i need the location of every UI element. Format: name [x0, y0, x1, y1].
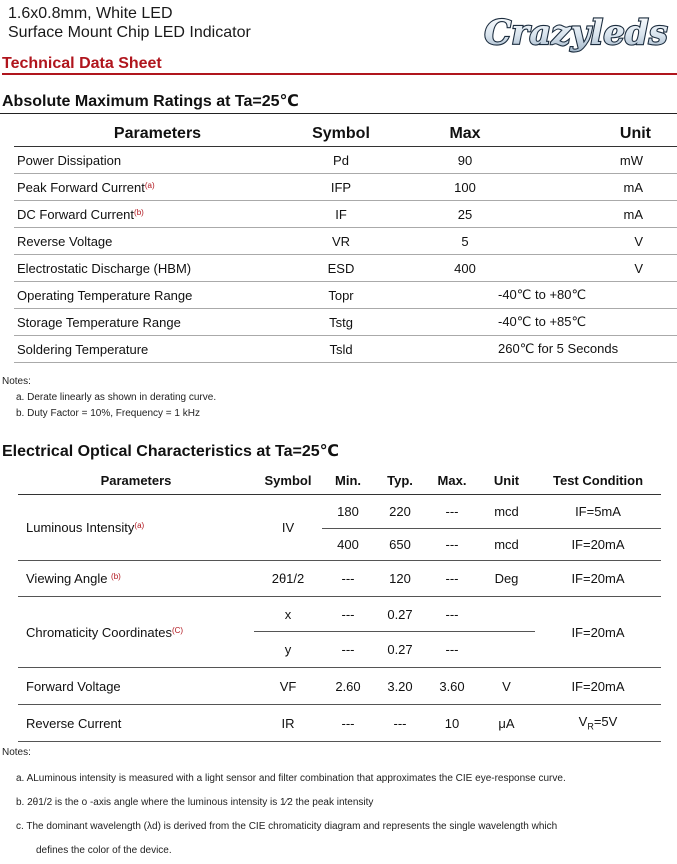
doc-type-heading: Technical Data Sheet	[2, 55, 162, 72]
amr-param: Soldering Temperature	[14, 336, 291, 363]
cell: IF=20mA	[535, 561, 661, 597]
cell: ---	[426, 529, 478, 561]
table-row	[18, 705, 661, 742]
cell: ---	[426, 495, 478, 529]
eoc-col-symbol: Symbol	[254, 466, 322, 495]
cell: ---	[322, 597, 374, 632]
amr-max: -40℃ to +80℃	[391, 282, 677, 309]
amr-symbol: IF	[291, 201, 391, 228]
table-row	[18, 495, 661, 529]
amr-col-unit: Unit	[539, 122, 677, 147]
amr-param: Reverse Voltage	[14, 228, 291, 255]
table-row	[14, 336, 677, 363]
amr-symbol: Tstg	[291, 309, 391, 336]
cell: ---	[374, 705, 426, 742]
cell: IF=20mA	[535, 529, 661, 561]
eoc-title: Electrical Optical Characteristics at Ta=25℃	[2, 443, 340, 460]
cell: 0.27	[374, 597, 426, 632]
cell: IF=5mA	[535, 495, 661, 529]
cell: $V_R=5V$	[535, 705, 661, 742]
cell: 120	[374, 561, 426, 597]
cell: VF	[254, 668, 322, 705]
amr-note-b: b. Duty Factor = 10%, Frequency = 1 kHz	[16, 408, 200, 419]
table-row	[14, 282, 677, 309]
amr-symbol: VR	[291, 228, 391, 255]
chroma-param: Chromaticity Coordinates$^{(C)}$	[18, 597, 254, 668]
amr-title: Absolute Maximum Ratings at Ta=25℃	[2, 93, 299, 110]
amr-col-param: Parameters	[14, 122, 291, 147]
cell: Deg	[478, 561, 535, 597]
cell: IF=20mA	[535, 597, 661, 668]
cell: 10	[426, 705, 478, 742]
cell: 3.60	[426, 668, 478, 705]
cell: ---	[426, 597, 478, 632]
amr-param: Storage Temperature Range	[14, 309, 291, 336]
cell	[478, 632, 535, 668]
amr-unit: V	[539, 228, 677, 255]
cell: IF=20mA	[535, 668, 661, 705]
table-row	[14, 255, 677, 282]
cell: ---	[426, 561, 478, 597]
amr-unit: mA	[539, 174, 677, 201]
eoc-note-b: b. 2θ1/2 is the o -axis angle where the luminous intensity is 1⁄2 the peak intensity	[16, 797, 374, 808]
amr-param: Peak Forward Current$^{(a)}$	[14, 174, 291, 201]
eoc-col-cond: Test Condition	[535, 466, 661, 495]
product-title: 1.6x0.8mm, White LED	[8, 5, 173, 22]
viewing-param: Viewing Angle $^{(b)}$	[18, 561, 254, 597]
amr-max: 25	[391, 201, 539, 228]
table-row	[14, 201, 677, 228]
cell: 650	[374, 529, 426, 561]
eoc-col-typ: Typ.	[374, 466, 426, 495]
eoc-col-min: Min.	[322, 466, 374, 495]
table-row	[18, 597, 661, 632]
amr-max: 5	[391, 228, 539, 255]
cell: ---	[322, 561, 374, 597]
cell: 400	[322, 529, 374, 561]
reverse-param: Reverse Current	[18, 705, 254, 742]
amr-max: -40℃ to +85℃	[391, 309, 677, 336]
logo-text: Crazyleds	[484, 13, 668, 53]
amr-max: 400	[391, 255, 539, 282]
amr-param: Electrostatic Discharge (HBM)	[14, 255, 291, 282]
amr-max: 260℃ for 5 Seconds	[391, 336, 677, 363]
crazyleds-logo	[478, 2, 674, 58]
cell: IR	[254, 705, 322, 742]
eoc-col-unit: Unit	[478, 466, 535, 495]
amr-max: 90	[391, 147, 539, 174]
product-subtitle: Surface Mount Chip LED Indicator	[8, 24, 251, 41]
notes-label: Notes:	[2, 376, 31, 387]
cell: 2.60	[322, 668, 374, 705]
eoc-note-a: a. ALuminous intensity is measured with a light sensor and filter combination that approximates the CIE eye-response curve.	[16, 773, 566, 784]
table-row	[14, 147, 677, 174]
table-row	[18, 561, 661, 597]
cell: x	[254, 597, 322, 632]
notes-label: Notes:	[2, 747, 31, 758]
cell: 180	[322, 495, 374, 529]
cell: 220	[374, 495, 426, 529]
amr-symbol: ESD	[291, 255, 391, 282]
table-row	[14, 174, 677, 201]
amr-symbol: Pd	[291, 147, 391, 174]
cell: ---	[322, 632, 374, 668]
amr-symbol: Tsld	[291, 336, 391, 363]
amr-param: Power Dissipation	[14, 147, 291, 174]
luminous-symbol: IV	[254, 495, 322, 561]
amr-unit: V	[539, 255, 677, 282]
cell: ---	[426, 632, 478, 668]
cell	[478, 597, 535, 632]
luminous-param: Luminous Intensity$^{(a)}$	[18, 495, 254, 561]
amr-unit: mW	[539, 147, 677, 174]
amr-param: DC Forward Current$^{(b)}$	[14, 201, 291, 228]
amr-unit: mA	[539, 201, 677, 228]
cell: 0.27	[374, 632, 426, 668]
amr-col-symbol: Symbol	[291, 122, 391, 147]
heading-rule	[2, 73, 677, 75]
amr-param: Operating Temperature Range	[14, 282, 291, 309]
cell: ---	[322, 705, 374, 742]
eoc-note-c: c. The dominant wavelength (λd) is derived from the CIE chromaticity diagram and represents the single wavelength which	[16, 821, 558, 832]
amr-table	[14, 122, 677, 363]
eoc-col-param: Parameters	[18, 466, 254, 495]
table-row	[14, 309, 677, 336]
cell: y	[254, 632, 322, 668]
forward-param: Forward Voltage	[18, 668, 254, 705]
eoc-col-max: Max.	[426, 466, 478, 495]
amr-symbol: Topr	[291, 282, 391, 309]
eoc-table	[18, 466, 661, 742]
amr-header-row	[14, 122, 677, 147]
table-row	[14, 228, 677, 255]
cell: mcd	[478, 495, 535, 529]
amr-note-a: a. Derate linearly as shown in derating curve.	[16, 392, 217, 403]
amr-symbol: IFP	[291, 174, 391, 201]
amr-max: 100	[391, 174, 539, 201]
amr-col-max: Max	[391, 122, 539, 147]
cell: 2θ1/2	[254, 561, 322, 597]
amr-notes	[2, 374, 216, 422]
table-row	[18, 668, 661, 705]
cell: mcd	[478, 529, 535, 561]
eoc-header-row	[18, 466, 661, 495]
eoc-note-c-cont: defines the color of the device.	[36, 845, 172, 856]
cell: μA	[478, 705, 535, 742]
cell: V	[478, 668, 535, 705]
cell: 3.20	[374, 668, 426, 705]
